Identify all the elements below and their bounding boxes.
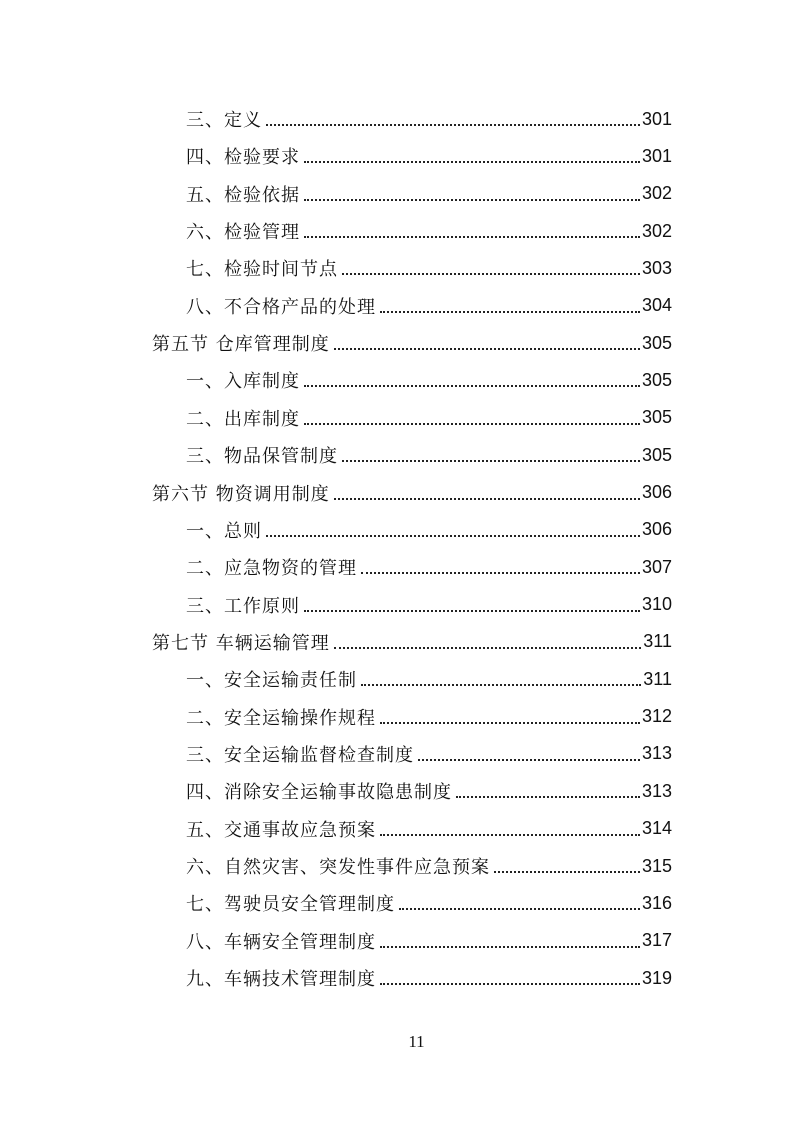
toc-entry[interactable] xyxy=(186,218,672,244)
toc-entry[interactable] xyxy=(186,704,672,730)
toc-entry[interactable] xyxy=(186,442,672,468)
toc-entry-title: 一、总则 xyxy=(186,520,262,542)
toc-entry-page: 312 xyxy=(641,706,672,727)
toc-entry-title: 二、安全运输操作规程 xyxy=(186,707,376,729)
toc-entry-page: 306 xyxy=(641,482,672,502)
toc-entry-title: 三、安全运输监督检查制度 xyxy=(186,744,414,766)
toc-entry-title: 四、消除安全运输事故隐患制度 xyxy=(186,782,452,804)
toc-entry-title: 九、车辆技术管理制度 xyxy=(186,969,376,991)
toc-entry[interactable] xyxy=(186,778,672,804)
toc-entry-page: 313 xyxy=(641,743,672,764)
toc-entry-title: 三、物品保管制度 xyxy=(186,446,338,468)
toc-entry-title: 三、工作原则 xyxy=(186,595,300,617)
toc-entry-page: 304 xyxy=(641,295,672,316)
toc-entry[interactable] xyxy=(186,816,672,842)
toc-entry-title: 第六节 物资调用制度 xyxy=(152,483,330,505)
dot-leader xyxy=(334,346,640,350)
toc-entry-page: 311 xyxy=(643,668,672,689)
dot-leader xyxy=(380,832,640,836)
dot-leader xyxy=(304,159,640,163)
toc-entry-title: 八、车辆安全管理制度 xyxy=(186,931,376,953)
dot-leader xyxy=(266,122,640,126)
toc-entry[interactable] xyxy=(186,554,672,580)
dot-leader xyxy=(304,234,640,238)
dot-leader xyxy=(380,981,640,985)
toc-entry-page: 303 xyxy=(641,257,672,278)
dot-leader xyxy=(418,757,640,761)
toc-entry-page: 310 xyxy=(641,594,672,615)
page-number: 11 xyxy=(408,1032,425,1051)
dot-leader xyxy=(342,271,640,275)
toc-entry-title: 五、检验依据 xyxy=(186,184,300,206)
toc-entry-page: 306 xyxy=(641,519,672,540)
toc-entry-page: 316 xyxy=(641,892,672,913)
toc-entry[interactable] xyxy=(186,143,672,169)
toc-entry-title: 第五节 仓库管理制度 xyxy=(152,334,330,356)
toc-entry[interactable] xyxy=(186,517,672,543)
toc-entry[interactable] xyxy=(186,181,672,207)
toc-entry[interactable] xyxy=(186,367,672,393)
dot-leader xyxy=(304,421,640,425)
dot-leader xyxy=(361,570,640,574)
toc-entry-title: 一、入库制度 xyxy=(186,371,300,393)
dot-leader xyxy=(361,682,641,686)
toc-entry-title: 四、检验要求 xyxy=(186,147,300,169)
toc-entry-page: 305 xyxy=(641,407,672,428)
toc-entry-title: 一、安全运输责任制 xyxy=(186,670,357,692)
toc-entry[interactable] xyxy=(186,255,672,281)
toc-entry-title: 八、不合格产品的处理 xyxy=(186,296,376,318)
toc-entry-page: 311 xyxy=(643,631,672,652)
toc-entry-title: 第七节 车辆运输管理 xyxy=(152,632,330,654)
dot-leader xyxy=(399,906,640,910)
toc-entry[interactable] xyxy=(186,592,672,618)
dot-leader xyxy=(380,720,640,724)
toc-entry-page: 301 xyxy=(641,108,672,129)
toc-entry-title: 七、检验时间节点 xyxy=(186,259,338,281)
toc-entry-page: 301 xyxy=(641,145,672,166)
toc-entry-page: 313 xyxy=(641,780,672,801)
toc-entry-page: 319 xyxy=(641,967,672,988)
dot-leader xyxy=(334,496,640,500)
dot-leader xyxy=(380,309,640,313)
toc-section-entry[interactable] xyxy=(152,330,672,356)
toc-entry-page: 305 xyxy=(641,332,672,353)
toc-entry-title: 二、出库制度 xyxy=(186,408,300,430)
toc-entry-page: 305 xyxy=(641,444,672,465)
dot-leader xyxy=(342,458,640,462)
toc-entry-page: 314 xyxy=(641,818,672,839)
toc-section-entry[interactable] xyxy=(152,629,672,655)
toc-entry[interactable] xyxy=(186,666,672,692)
toc-entry-page: 307 xyxy=(641,556,672,577)
toc-entry-page: 305 xyxy=(641,369,672,390)
toc-entry[interactable] xyxy=(186,741,672,767)
dot-leader xyxy=(304,608,640,612)
toc-entry[interactable] xyxy=(186,405,672,431)
toc-section-entry[interactable] xyxy=(152,480,672,506)
toc-entry[interactable] xyxy=(186,928,672,954)
toc-entry[interactable] xyxy=(186,853,672,879)
toc-entry-page: 315 xyxy=(641,855,672,876)
dot-leader xyxy=(334,645,642,649)
toc-entry[interactable] xyxy=(186,890,672,916)
dot-leader xyxy=(304,197,640,201)
toc-entry-page: 302 xyxy=(641,220,672,241)
dot-leader xyxy=(494,869,640,873)
toc-entry[interactable] xyxy=(186,293,672,319)
dot-leader xyxy=(266,533,640,537)
dot-leader xyxy=(380,944,640,948)
toc-entry-title: 六、自然灾害、突发性事件应急预案 xyxy=(186,857,490,878)
toc-entry-title: 二、应急物资的管理 xyxy=(186,558,357,580)
dot-leader xyxy=(304,383,640,387)
toc-entry-page: 302 xyxy=(641,183,672,204)
toc-entry-title: 三、定义 xyxy=(186,110,262,131)
toc-entry-title: 六、检验管理 xyxy=(186,222,300,244)
toc-entry-page: 317 xyxy=(641,930,672,951)
dot-leader xyxy=(456,794,640,798)
toc-entry[interactable] xyxy=(186,106,672,132)
toc-entry[interactable] xyxy=(186,965,672,991)
toc-entry-title: 七、驾驶员安全管理制度 xyxy=(186,894,395,916)
toc-entry-title: 五、交通事故应急预案 xyxy=(186,819,376,841)
